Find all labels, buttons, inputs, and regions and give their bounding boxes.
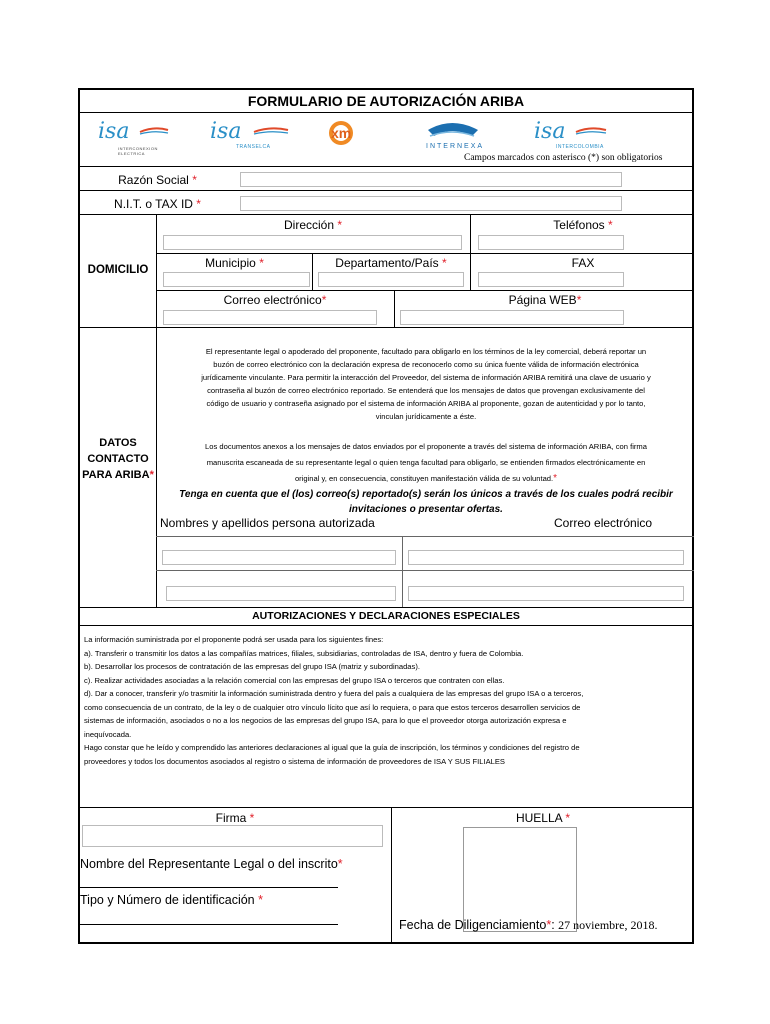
divider [156,214,157,327]
divider [312,253,313,290]
divider [156,536,694,537]
divider [156,570,694,571]
logo-subtitle: INTERCOLOMBIA [556,144,604,150]
huella-box[interactable] [463,827,577,932]
departamento-input[interactable] [318,272,464,287]
logo-subtitle: INTERCONEXION ELECTRICA [118,146,158,156]
contacto-emphasis: Tenga en cuenta que el (los) correo(s) reportado(s) serán los únicos a través de los cuales podrá recibir invitaciones o presentar ofertas. [179,489,673,515]
divider [78,214,694,215]
correo-input[interactable] [163,310,377,325]
internexa-logo-graphic [420,116,484,152]
municipio-label: Municipio * [205,256,264,270]
nit-input[interactable] [240,196,622,211]
direccion-label: Dirección * [283,218,343,232]
municipio-input[interactable] [163,272,310,287]
divider [78,327,694,328]
divider [156,253,694,254]
col-nombre-header: Nombres y apellidos persona autorizada [160,516,375,530]
firma-label: Firma * [215,811,255,825]
svg-text:isa: isa [98,119,130,144]
isa-transelca-logo [208,116,294,157]
autorizaciones-title: AUTORIZACIONES Y DECLARACIONES ESPECIALES [252,610,520,622]
svg-text:INTERNEXA: INTERNEXA [426,143,484,150]
divider [402,536,403,607]
fax-label: FAX [571,256,595,270]
svg-text:xm: xm [331,125,352,141]
correo-label: Correo electrónico* [223,293,327,307]
logo-subtitle: TRANSELCA [236,144,271,150]
divider [156,327,157,607]
firma-input[interactable] [82,825,383,847]
divider [78,625,694,626]
direccion-input[interactable] [163,235,462,250]
fax-input[interactable] [478,272,624,287]
autorizaciones-text: La información suministrada por el proponente podrá ser usada para los siguientes fines: a). Transferir o transmitir los datos a las compañías matrices, filiales, subsidiarias, controladas de ISA, dentro y fuera de Colombia. b). Desarrollar los procesos de contratación de las empresas del grupo ISA (matriz y subordinadas). c). Realizar actividades asociadas a la relación comercial con las empresas del grupo ISA o terceros que contraten con ellas. d). Dar a conocer, transferir y/o trasmitir la información suministrada dentro y fuera del país a cualquiera de las empresas del grupo ISA o a terceros, como consecuencia de un contrato, de la ley o de cualquier otro vínculo lícito que así lo requiera, o para que estos terceros desarrollen servicios de sistemas de información, asociados o no a los negocios de las empresas del grupo ISA, para lo que el proveedor otorga autorización expresa e inequívocada. Hago constar que he leído y comprendido las anteriores declaraciones al igual que la guía de inscripción, los términos y condiciones del registro de proveedores y todos los documentos asociados al registro o sistema de información de proveedores de ISA Y SUS FILIALES [84,635,584,766]
divider [78,112,694,113]
departamento-label: Departamento/País * [335,256,447,270]
divider [394,290,395,327]
fecha-value[interactable]: 27 noviembre, 2018. [558,918,658,932]
divider [78,807,694,808]
contacto-correo-input-1[interactable] [408,550,684,565]
pagina-web-label: Página WEB* [508,293,582,307]
divider [470,253,471,290]
divider [156,290,694,291]
divider [78,607,694,608]
nit-label: N.I.T. o TAX ID * [114,197,201,211]
representante-label: Nombre del Representante Legal o del inscrito* [80,857,343,871]
isa-logo [96,116,174,157]
razon-social-label: Razón Social * [118,173,197,187]
isa-intercolombia-logo [532,116,612,157]
tipo-id-line[interactable] [80,911,338,925]
pagina-web-input[interactable] [400,310,624,325]
datos-contacto-label: DATOS CONTACTO PARA ARIBA* [82,437,154,481]
fecha-label: Fecha de Diligenciamiento*: 27 noviembre, 2018. [399,918,658,932]
razon-social-input[interactable] [240,172,622,187]
contacto-correo-input-2[interactable] [408,586,684,601]
contacto-nombre-input-2[interactable] [166,586,396,601]
internexa-logo [420,116,484,157]
col-correo-header: Correo electrónico [554,516,653,530]
divider [391,807,392,944]
contacto-paragraph-2: Los documentos anexos a los mensajes de datos enviados por el proponente a través del sistema de información ARIBA, con firma manuscrita escaneada de su representante legal o quien tenga facultad para obligarlo, se entienden firmados electrónicamente en original y, en consecuencia, constituyen manifestación válida de su voluntad.* [205,442,647,484]
contacto-paragraph-1: El representante legal o apoderado del proponente, facultado para obligarlo en los términos de la ley comercial, deberá reportar un buzón de correo electrónico con la declaración expresa de reconocerlo como su única fuente válida de información electrónica jurídicamente vinculante. Para permitir la interacción del Proveedor, del sistema de información ARIBA remitirá una clave de usuario y contraseña al buzón de correo electrónico reportado. Se entenderá que los mensajes de datos que provengan exclusivamente del código de usuario y contraseña asignado por el sistema de información ARIBA al proponente, gozan de autenticidad y por lo tanto, vinculan jurídicamente a éste. [201,347,651,421]
required-note: Campos marcados con asterisco (*) son obligatorios [464,153,663,163]
svg-text:isa: isa [210,119,242,144]
tipo-id-label: Tipo y Número de identificación * [80,893,263,907]
divider [78,190,694,191]
domicilio-label: DOMICILIO [87,264,149,276]
divider [78,166,694,167]
huella-label: HUELLA * [515,811,571,825]
telefonos-label: Teléfonos * [553,218,613,232]
representante-line[interactable] [80,874,338,888]
svg-text:isa: isa [534,119,566,144]
form-title: FORMULARIO DE AUTORIZACIÓN ARIBA [247,93,525,109]
divider [470,214,471,253]
telefonos-input[interactable] [478,235,624,250]
xm-logo [318,118,364,153]
xm-logo-graphic [318,118,364,148]
contacto-nombre-input-1[interactable] [162,550,396,565]
